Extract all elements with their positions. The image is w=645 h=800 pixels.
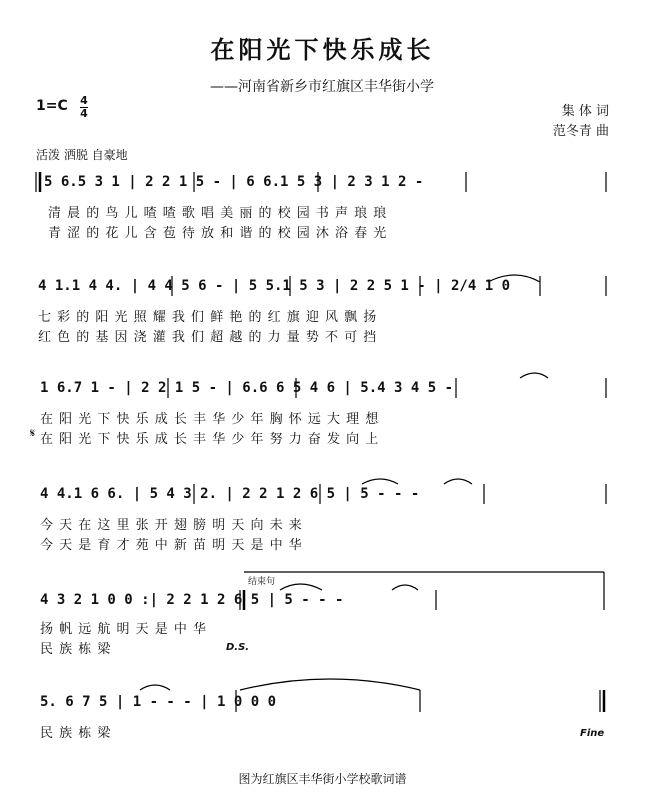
composer-credit: 范冬青 曲 bbox=[552, 124, 609, 139]
lyrics-system-1-verse-2: 青 涩 的 花 儿 含 苞 待 放 和 谐 的 校 园 沐 浴 春 光 bbox=[48, 226, 388, 241]
tempo-marking: 活泼 洒脱 自豪地 bbox=[36, 148, 128, 162]
lyrics-system-4-verse-2: 今 天 是 育 才 苑 中 新 苗 明 天 是 中 华 bbox=[40, 538, 303, 553]
ds-marking: D.S. bbox=[226, 642, 250, 653]
lyricist-credit: 集 体 词 bbox=[561, 104, 609, 119]
time-signature: 4 4 bbox=[80, 94, 88, 120]
lyrics-system-2-verse-2: 红 色 的 基 因 浇 灌 我 们 超 越 的 力 量 势 不 可 挡 bbox=[38, 330, 378, 345]
fine-marking: Fine bbox=[580, 728, 605, 739]
lyrics-system-3-verse-1: 在 阳 光 下 快 乐 成 长 丰 华 少 年 胸 怀 远 大 理 想 bbox=[40, 412, 380, 427]
coda-label: 结束句 bbox=[248, 577, 276, 587]
image-caption: 图为红旗区丰华街小学校歌词谱 bbox=[238, 772, 407, 786]
notes-system-1: 5 6.5 3 1 | 2 2 1 5 - | 6 6.1 5 3 | 2 3 1 2 - bbox=[44, 174, 424, 190]
segno-icon: 𝄋 bbox=[30, 426, 36, 440]
lyrics-system-2-verse-1: 七 彩 的 阳 光 照 耀 我 们 鲜 艳 的 红 旗 迎 风 飘 扬 bbox=[38, 310, 378, 325]
lyrics-system-1-verse-1: 清 晨 的 鸟 儿 喳 喳 歌 唱 美 丽 的 校 园 书 声 琅 琅 bbox=[48, 206, 388, 221]
key-signature: 1=C bbox=[36, 98, 68, 114]
notes-system-6: 5. 6 7 5 | 1 - - - | 1 0 0 0 bbox=[40, 694, 277, 710]
notes-system-5: 4 3 2 1 0 0 :| 2 2 1 2 6 5 | 5 - - - bbox=[40, 592, 344, 608]
subtitle: ——河南省新乡市红旗区丰华街小学 bbox=[210, 79, 434, 95]
lyrics-system-5-verse-1: 扬 帆 远 航 明 天 是 中 华 bbox=[40, 622, 208, 637]
lyrics-system-5-verse-2: 民 族 栋 梁 bbox=[40, 642, 112, 657]
notes-system-4: 4 4.1 6 6. | 5 4 3 2. | 2 2 1 2 6 5 | 5 - - - bbox=[40, 486, 420, 502]
lyrics-system-4-verse-1: 今 天 在 这 里 张 开 翅 膀 明 天 向 未 来 bbox=[40, 518, 303, 533]
notes-system-2: 4 1.1 4 4. | 4 4 5 6 - | 5 5.1 5 3 | 2 2 5 1 - | 2/4 1 0 bbox=[38, 278, 511, 294]
notes-system-3: 1 6.7 1 - | 2 2 1 5 - | 6.6 6 5 4 6 | 5.4 3 4 5 - bbox=[40, 380, 454, 396]
lyrics-system-3-verse-2: 在 阳 光 下 快 乐 成 长 丰 华 少 年 努 力 奋 发 向 上 bbox=[40, 432, 380, 447]
lyrics-system-6: 民 族 栋 梁 bbox=[40, 726, 112, 741]
song-title: 在阳光下快乐成长 bbox=[210, 35, 435, 64]
